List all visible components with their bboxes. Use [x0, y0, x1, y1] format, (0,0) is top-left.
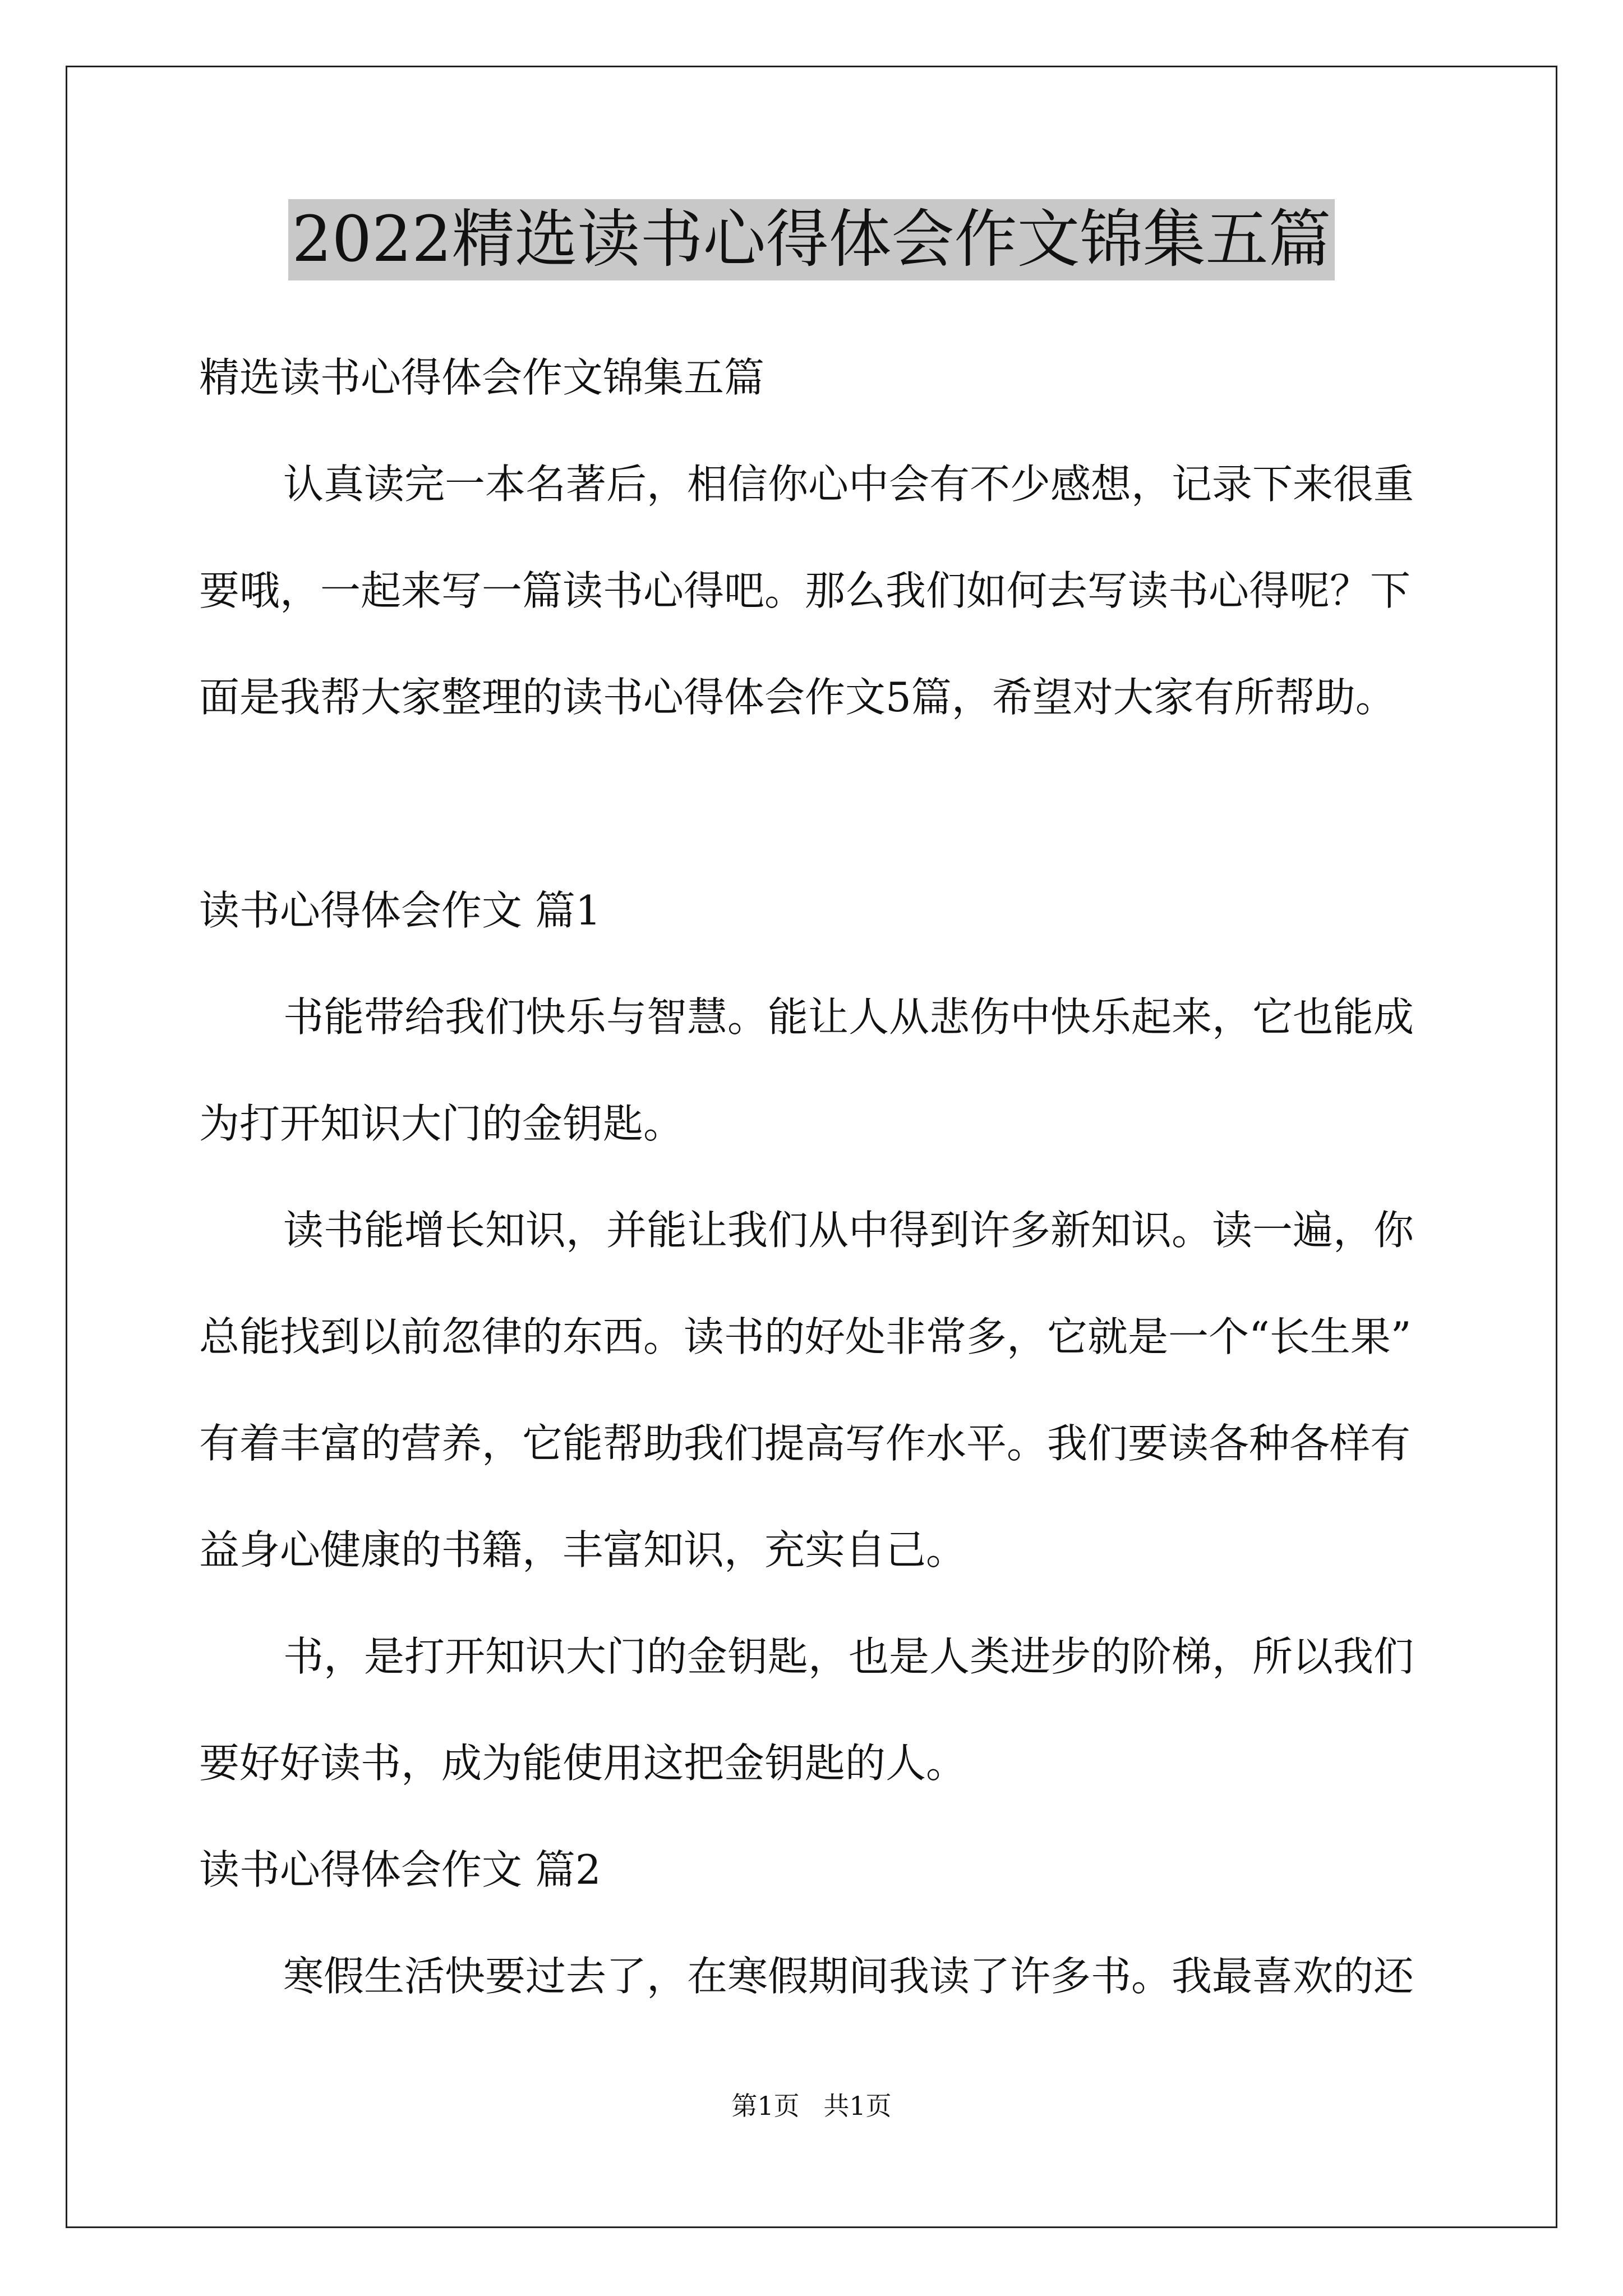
subtitle: 精选读书心得体会作文锦集五篇 — [199, 354, 765, 401]
paragraph-line: 益身心健康的书籍，丰富知识，充实自己。 — [199, 1526, 967, 1573]
page-footer — [0, 2089, 1623, 2123]
page-total: 共1页 — [823, 2091, 892, 2121]
paragraph-line: 认真读完一本名著后，相信你心中会有不少感想，记录下来很重 — [283, 461, 1414, 508]
paragraph-line: 有着丰富的营养，它能帮助我们提高写作水平。我们要读各种各样有 — [199, 1420, 1411, 1467]
paragraph-line: 书，是打开知识大门的金钥匙，也是人类进步的阶梯，所以我们 — [283, 1633, 1414, 1680]
paragraph-line: 书能带给我们快乐与智慧。能让人从悲伤中快乐起来，它也能成 — [283, 993, 1414, 1041]
title-container — [0, 199, 1623, 280]
paragraph-line: 面是我帮大家整理的读书心得体会作文5篇，希望对大家有所帮助。 — [199, 674, 1396, 721]
paragraph-line: 总能找到以前忽律的东西。读书的好处非常多，它就是一个“长生果” — [199, 1313, 1412, 1360]
paragraph-line: 读书能增长知识，并能让我们从中得到许多新知识。读一遍，你 — [283, 1207, 1414, 1254]
section-heading: 读书心得体会作文 篇1 — [199, 887, 601, 934]
section-heading: 读书心得体会作文 篇2 — [199, 1846, 601, 1893]
paragraph-line: 为打开知识大门的金钥匙。 — [199, 1100, 684, 1147]
paragraph-line: 要哦，一起来写一篇读书心得吧。那么我们如何去写读书心得呢？下 — [199, 567, 1411, 614]
document-title: 2022精选读书心得体会作文锦集五篇 — [288, 199, 1334, 280]
page-current: 第1页 — [731, 2091, 800, 2121]
paragraph-line: 寒假生活快要过去了，在寒假期间我读了许多书。我最喜欢的还 — [283, 1953, 1414, 2000]
paragraph-line: 要好好读书，成为能使用这把金钥匙的人。 — [199, 1740, 967, 1787]
